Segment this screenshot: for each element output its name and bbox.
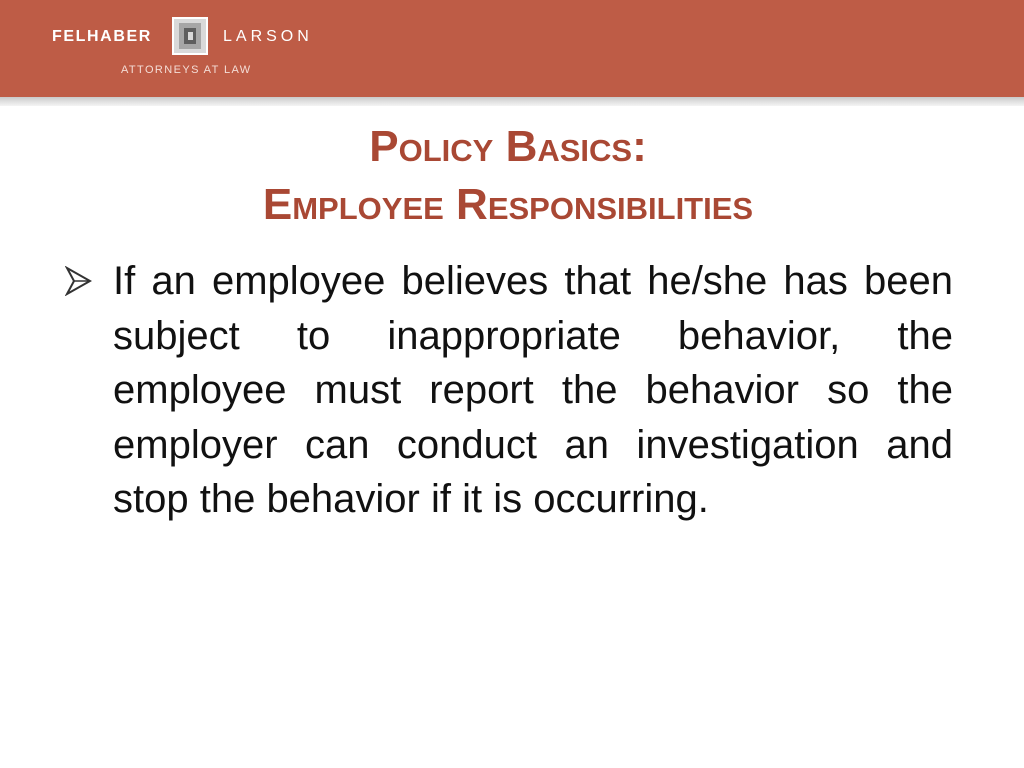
bullet-text: If an employee believes that he/she has been subject to inappropriate behavior, the employee must report the behavior so the employer can conduct an investigation and stop the behavior if it is occurring. (113, 259, 953, 521)
arrow-bullet-icon (65, 266, 92, 296)
title-line-1: Policy Basics: (369, 122, 647, 171)
header-divider (0, 97, 1024, 106)
slide-title (0, 118, 1016, 234)
brand-name-right: LARSON (223, 28, 313, 45)
logo-mark-icon (172, 17, 208, 55)
brand-name-left: FELHABER (52, 28, 152, 45)
header-band (0, 0, 1024, 97)
brand-tagline: ATTORNEYS AT LAW (121, 64, 252, 76)
title-line-2: Employee Responsibilities (262, 180, 754, 229)
